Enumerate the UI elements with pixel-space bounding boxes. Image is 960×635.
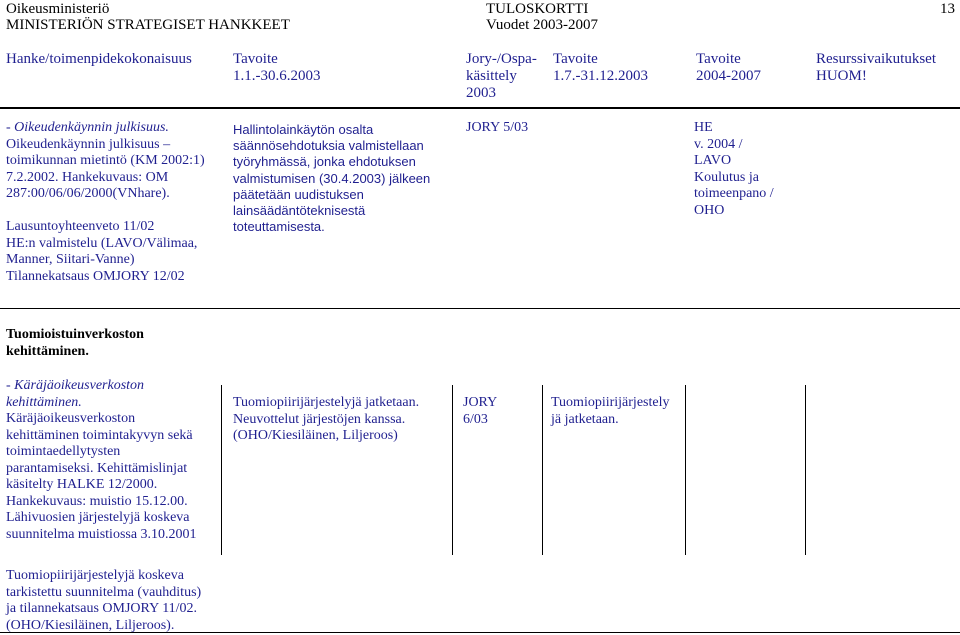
- row2-goal1-cell: [233, 395, 419, 445]
- row2-goal2-cell: [551, 395, 669, 428]
- section-title-line: Tuomioistuinverkoston: [6, 327, 144, 342]
- row1-goal1-line: Hallintolainkäytön osalta: [233, 122, 374, 137]
- row2-project-line: toimintaedellytysten: [6, 444, 121, 459]
- row2-project-line: Käräjäoikeusverkoston: [6, 411, 136, 426]
- row1-jory-cell: JORY 5/03: [466, 120, 529, 135]
- header-divider: [0, 107, 960, 109]
- row1-goal3-line: LAVO: [694, 153, 732, 168]
- page-number: 13: [940, 1, 955, 17]
- row2-project-line: - Käräjäoikeusverkoston: [6, 378, 145, 393]
- row1-goal1-cell: [233, 122, 430, 235]
- row1-project-line: [6, 203, 205, 220]
- row1-goal3-line: OHO: [694, 202, 725, 218]
- row1-project-line: 287:00/06/06/2000(VNhare).: [6, 186, 170, 201]
- row2-goal1-line: (OHO/Kiesiläinen, Liljeroos): [233, 428, 398, 443]
- row2-project-line: parantamiseksi. Kehittämislinjat: [6, 460, 188, 476]
- row3-project-line: tarkistettu suunnitelma (vauhditus): [6, 584, 202, 600]
- row3-project-line: Tuomiopiirijärjestelyjä koskeva: [6, 568, 184, 583]
- row1-divider: [0, 308, 960, 309]
- row2-goal1-line: Tuomiopiirijärjestelyjä jatketaan.: [233, 395, 420, 410]
- row2-goal2-line: jä jatketaan.: [551, 411, 619, 427]
- row1-project-line: Lausuntoyhteenveto 11/02: [6, 219, 155, 234]
- column-divider: [542, 385, 543, 555]
- row1-goal1-line: työryhmässä, jonka ehdotuksen: [233, 154, 416, 170]
- ministry-name: Oikeusministeriö: [6, 1, 110, 17]
- column-divider: [685, 385, 686, 555]
- row1-goal1-line: säännösehdotuksia valmistellaan: [233, 138, 424, 154]
- row2-goal1-line: Neuvottelut järjestöjen kanssa.: [233, 411, 406, 427]
- row1-goal1-line: lainsäädäntöteknisestä: [233, 203, 366, 219]
- col-header-goal1-l1: Tavoite: [233, 51, 278, 67]
- row1-goal3-cell: [694, 120, 774, 219]
- row1-project-line: 7.2.2002. Hankekuvaus: OM: [6, 169, 169, 185]
- row2-project-cell: [6, 378, 197, 543]
- column-divider: [452, 385, 453, 555]
- column-divider: [221, 385, 222, 555]
- bottom-divider: [0, 632, 960, 633]
- col-header-jory-l3: 2003: [466, 85, 496, 101]
- row1-project-cell: [6, 120, 205, 285]
- row1-goal1-line: valmistumisen (30.4.2003) jälkeen: [233, 170, 431, 186]
- row3-project-cell: [6, 568, 201, 634]
- document-title: TULOSKORTTI: [486, 1, 589, 17]
- row1-goal3-line: HE: [694, 120, 713, 135]
- col-header-jory-l1: Jory-/Ospa-: [466, 51, 537, 67]
- section-title-line: kehittäminen.: [6, 343, 89, 359]
- row2-jory-cell: [463, 395, 497, 428]
- col-header-goal3-l1: Tavoite: [696, 51, 741, 67]
- row1-project-line: Tilannekatsaus OMJORY 12/02: [6, 268, 185, 284]
- row1-project-line: toimikunnan mietintö (KM 2002:1): [6, 153, 205, 168]
- row1-project-line: - Oikeudenkäynnin julkisuus.: [6, 120, 169, 135]
- row2-project-line: Hankekuvaus: muistio 15.12.00.: [6, 493, 188, 509]
- section-title: [6, 327, 144, 360]
- row1-project-line: Oikeudenkäynnin julkisuus –: [6, 136, 171, 152]
- row3-project-line: ja tilannekatsaus OMJORY 11/02.: [6, 601, 198, 616]
- row1-goal1-line: päätetään uudistuksen: [233, 186, 364, 202]
- row2-project-line: Lähivuosien järjestelyjä koskeva: [6, 510, 190, 525]
- col-header-jory-l2: käsittely: [466, 68, 517, 84]
- col-header-resources-l1: Resurssivaikutukset: [816, 51, 936, 67]
- col-header-resources-l2: HUOM!: [816, 68, 867, 84]
- col-header-goal3-l2: 2004-2007: [696, 68, 761, 84]
- row1-goal3-line: toimeenpano /: [694, 186, 774, 201]
- col-header-goal1-l2: 1.1.-30.6.2003: [233, 68, 321, 84]
- row2-project-line: kehittäminen toimintakyvyn sekä: [6, 427, 193, 443]
- row1-project-line: HE:n valmistelu (LAVO/Välimaa,: [6, 235, 198, 251]
- row2-jory-line: JORY: [463, 395, 498, 410]
- row2-jory-line: 6/03: [463, 411, 488, 427]
- row2-goal2-line: Tuomiopiirijärjestely: [551, 395, 670, 410]
- row2-project-line: käsitelty HALKE 12/2000.: [6, 477, 158, 492]
- row1-project-line: Manner, Siitari-Vanne): [6, 252, 135, 267]
- row1-goal1-line: toteuttamisesta.: [233, 219, 325, 235]
- col-header-goal2-l1: Tavoite: [553, 51, 598, 67]
- row2-project-line: kehittäminen.: [6, 394, 82, 410]
- col-header-goal2-l2: 1.7.-31.12.2003: [553, 68, 648, 84]
- row3-project-line: (OHO/Kiesiläinen, Liljeroos).: [6, 617, 175, 633]
- row2-project-line: suunnitelma muistiossa 3.10.2001: [6, 526, 197, 542]
- column-divider: [805, 385, 806, 555]
- row1-goal3-line: v. 2004 /: [694, 136, 743, 152]
- document-years: Vuodet 2003-2007: [486, 17, 599, 33]
- col-header-project: Hanke/toimenpidekokonaisuus: [6, 51, 192, 67]
- row1-goal3-line: Koulutus ja: [694, 169, 759, 185]
- document-subtitle: MINISTERIÖN STRATEGISET HANKKEET: [6, 17, 290, 33]
